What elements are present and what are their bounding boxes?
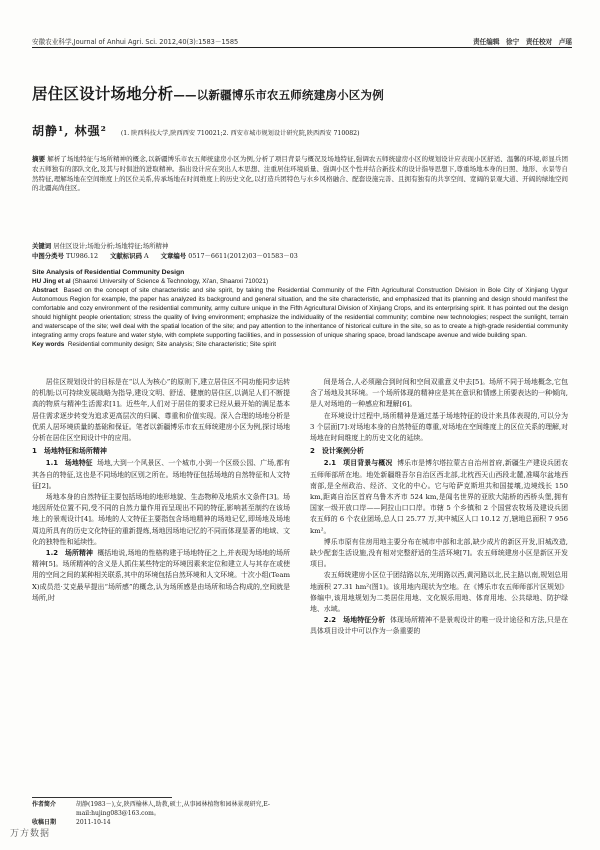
section-1-1 (32, 458, 290, 492)
section-1-2-text: 概括地说,场地的性格构建于场地特征之上,并表现为场地的场所精神[5]。场所精神的含义是人抓住某些特定的环境因素来定位和建立人与其存在或使用的空间之间的某种相关联系,其中的环境包括自然环境和人文环境。十次小组(Team X)成员范·艾克最早提出“场所感”的概念,认为场所感是由场所和场合构成的,空间就是场所,时 (32, 549, 290, 602)
keywords-chinese (32, 241, 568, 251)
section-1-1-paragraph-2: 场地本身的自然特征主要包括场地的地形地貌、生态物种及地质水文条件[3]。场地因所处位置不同,受不同的自然力量作用而呈现出不同的特征,影响甚至制约在该场地上的景观设计[4]。场地的人文特征主要指包含场地精神的场地记忆,即场地及场地周边所具有的历史文化特征的重新提炼,场地因场地记忆的不同而体现显著的地域、文化的独特性和延续性。 (32, 493, 290, 546)
section-1-2 (32, 548, 290, 604)
right-paragraph-1: 间是场合,人必须融合到时间和空间双重意义中去[5]。场所不同于场地概念,它包含了场地及其环境。一个场所体现的精神应是其在意识和情感上所要表达的一种倾向,是人对场地的一种感应和理解[6]。 (310, 378, 568, 409)
clc-value: TU986.12 (66, 252, 99, 260)
title-main: 居住区设计场地分析 (32, 85, 174, 103)
body-column-right (310, 377, 568, 638)
article-number-value: 0517－6611(2012)03－01583－03 (188, 252, 298, 260)
article-title (32, 82, 572, 104)
header-rule (32, 47, 572, 48)
author-names: 胡静¹, 林强² (32, 124, 107, 138)
author-block (32, 122, 572, 139)
keywords-label: 关键词 (32, 242, 52, 250)
section-2-1 (310, 458, 568, 536)
section-heading-1: 1 场地特征和场所精神 (32, 447, 107, 456)
journal-citation: 安徽农业科学,Journal of Anhui Agri. Sci. 2012,40(3):1583－1585 (32, 38, 239, 46)
abstract-text: 解析了场地特征与场所精神的概念,以新疆博乐市农五师统建房小区为例,分析了项目背景与概况及场地特征,强调农五师统建房小区的规划设计应表现小区舒适、温馨的环境,彰显兵团农五师独有的部队文化,及其与时俱进的进取精神。指出设计应在突出人本思想、注重居住环境质量、强调小区个性并结合新技术的设计指导思想下,尊重场地本身的日照、地形、水景等自然特征,理解场地在空间维度上的区位关系,传承场地在时间维度上的历史文化,以打造兵团特色与水乡风格融合、配套设施完善、且拥有独有的共享空间、宽阔的景观大道、开阔的绿地空间的北疆高尚住区。 (32, 155, 569, 193)
section-2-2 (310, 615, 568, 637)
article-metadata (32, 241, 568, 261)
footnote-author-text: 胡静(1983－),女,陕西榆林人,助教,硕士,从事园林植物和园林景观研究,E-mail:hujing083@163.com。 (76, 801, 270, 817)
classification-row (32, 251, 568, 261)
english-keywords-text: Residential community design; Site analysis; Site characteristic; Site spirit (67, 341, 277, 348)
section-1-2-label: 1.2 场所精神 (45, 549, 93, 558)
abstract-chinese (32, 155, 568, 194)
doc-code-label: 文献标识码 (110, 252, 142, 260)
section-heading-2: 2 设计案例分析 (310, 447, 364, 456)
right-paragraph-3: 博乐市原有住房用地主要分布在城市中部和北部,缺少成片的新区开发,旧城改造,缺少配套生活设施,没有相对完整舒适的生活环境[7]。农五师统建房小区是新区开发项目。 (310, 537, 568, 569)
section-2-1-label: 2.1 项目背景与概况 (323, 459, 393, 468)
english-abstract-block (32, 268, 568, 349)
intro-paragraph: 居住区规划设计的目标是在“以人为核心”的原则下,建立居住区不同功能同步运转的机制;以可持续发展战略为指导,建设文明、舒适、健康的居住区,以满足人们不断提高的物质与精神生活需求[1]。近些年,人们对于居住的要求已经从最开始的满足基本居住需求逐步转变为追求更高层次的归属、尊重和价值实现。深入合理的场地分析是优质人居环境质量的基础和保证。笔者以新疆博乐市农五师统建房小区为例,探讨场地分析在居住区空间设计中的应用。 (32, 378, 290, 443)
section-1-1-label: 1.1 场地特征 (45, 459, 93, 468)
footnote-block (32, 800, 290, 827)
english-affiliation: (Shaanxi University of Science & Technology, Xi'an, Shaanxi 710021) (72, 278, 269, 285)
section-2-1-text: 博乐市是博尔塔拉蒙古自治州首府,新疆生产建设兵团农五师师部所在地。地处新疆维吾尔自治区西北部,北枕西天山西段北麓,准噶尔盆地西南部,是全州政治、经济、文化的中心。它与哈萨克斯坦共和国接壤,边境线长 150 km,距离自治区首府乌鲁木齐市 524 km,是闻名世界的亚欧大陆桥的西桥头堡,拥有国家一级开放口岸——阿拉山口口岸。市辖 5 个乡镇和 2 个国营农牧场及建设兵团农五师的 6 个农业团场,总人口 25.77 万,其中城区人口 10.12 万,辖地总面积 7 956 km²。 (310, 459, 568, 535)
doc-code-value: A (144, 252, 149, 260)
section-2-2-label: 2.2 场地特征分析 (323, 616, 386, 625)
footnote-received-label: 收稿日期 (32, 819, 57, 826)
right-paragraph-4: 农五师统建房小区位于团结路以东,光明路以西,黄河路以北,民主路以南,规划总用地面积 27.31 hm²(图1)。该用地内现状为空地。在《博乐市农五师师部片区规划》修编中,该用地规划为二类居住用地、文化娱乐用地、体育用地、公共绿地、防护绿地、水域。 (310, 571, 568, 614)
author-affiliation: (1. 陕西科技大学,陕西西安 710021;2. 西安市城市规划设计研究院,陕西西安 710082) (120, 130, 360, 137)
watermark: 万方数据 (10, 829, 51, 839)
abstract-label: 摘要 (32, 155, 46, 163)
running-header (32, 36, 572, 46)
article-number-label: 文章编号 (160, 252, 187, 260)
right-paragraph-2: 在环境设计过程中,场所精神是通过基于场地特征的设计来具体表现的,可以分为 3 个层面[7]:对场地本身的自然特征的尊重,对场地在空间维度上的区位关系的理解,对场地在时间维度上的历史文化的延续。 (310, 411, 568, 443)
footnote-rule (32, 797, 172, 798)
footnote-received-date: 2011-10-14 (76, 819, 111, 826)
footnote-author (32, 800, 290, 818)
english-abstract-text: Based on the concept of site characteristic and site spirit, by taking the Residential Community of the Fifth Agricultural Construction Division in Bole City of Xinjiang Uygur Autonomous Region for example, the paper has analyzed its background and general situation, and the site characteristic, and emphasized that its planning and design should manifest the comfortable and cozy environment of the residential community, army culture unique in the Fifth Agricultural Division of Xinjiang Crops, and its enterprising spirit. It has pointed out the design should highlight people orientation; stress the quality of living environment; emphasize the individuality of the residential community; combine new technologies; respect the sunlight, terrain and waterscape of the site; well deal with the spatial location of the site; and pay attention to the inheritance of historical culture in the site, so as to create a high-grade residential community integrating army crops feature and water style, with complete supporting facilities, and in possession of unique sharing space, broad landscape avenue and wide building span. (32, 287, 568, 339)
english-title: Site Analysis of Residential Community Design (32, 269, 185, 276)
clc-label: 中图分类号 (32, 252, 64, 260)
english-keywords-label: Key words (32, 341, 65, 348)
section-1-1-text: 场地,大到一个风景区、一个城市,小到一个区级公园、广场,都有其各自的特征,这也是不同场地的区别之所在。场地特征包括场地的自然特征和人文特征[2]。 (32, 459, 290, 490)
editor-line: 责任编辑 徐宁 责任校对 卢瑶 (473, 38, 572, 46)
english-authors: HU Jing et al (32, 278, 71, 285)
title-sub: ——以新疆博乐市农五师统建房小区为例 (173, 88, 384, 102)
footnote-received (32, 818, 290, 827)
footnote-author-label: 作者简介 (32, 801, 57, 808)
english-abstract-label: Abstract (32, 287, 58, 294)
body-column-left (32, 377, 290, 604)
keywords-text: 居住区设计;场地分析;场地特征;场所精神 (53, 242, 169, 250)
section-2-2-text: 体现场所精神不是景观设计的唯一设计途径和方法,只是在具体项目设计中可以作为一条重要的 (310, 616, 568, 636)
